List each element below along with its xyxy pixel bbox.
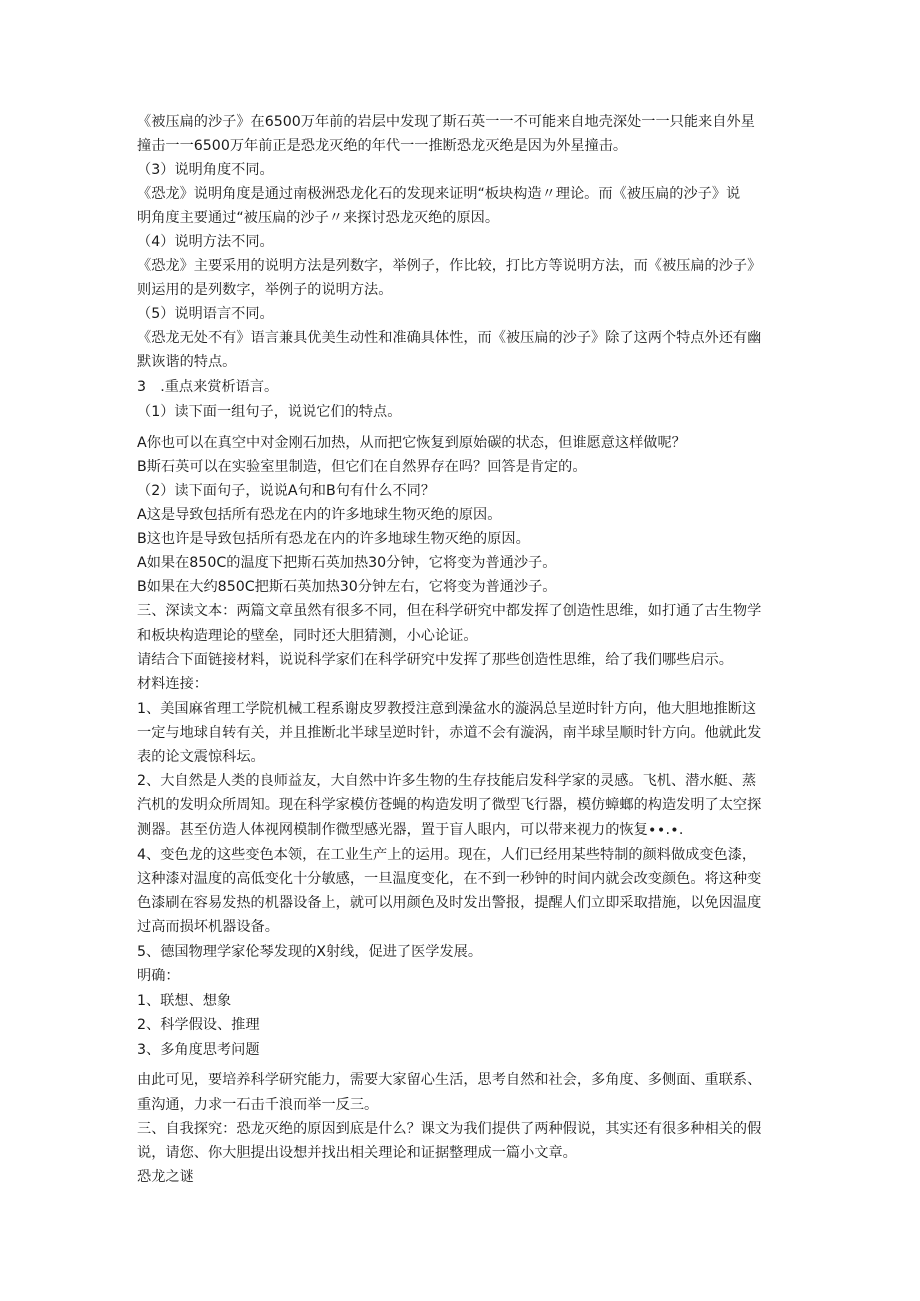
text-line: 4、变色龙的这些变色本领，在工业生产上的运用。现在，人们已经用某些特制的颜料做成变色漆， [137,847,757,863]
text-line: 《恐龙》主要采用的说明方法是列数字，举例子，作比较，打比方等说明方法，而《被压扁的沙子》 [137,258,762,274]
text-line: A这是导致包括所有恐龙在内的许多地球生物灭绝的原因。 [137,507,502,523]
text-line: B斯石英可以在实验室里制造，但它们在自然界存在吗？回答是肯定的。 [137,459,587,475]
text-line: 材料连接： [137,676,208,692]
text-line: （5）说明语言不同。 [137,306,274,322]
text-line: （2）读下面句子，说说A句和B句有什么不同？ [137,483,436,499]
text-line: 默诙谐的特点。 [137,354,237,370]
text-line: A你也可以在真空中对金刚石加热，从而把它恢复到原始碳的状态，但谁愿意这样做呢？ [137,435,686,451]
text-line: 重沟通，力求一石击千浪而举一反三。 [137,1097,379,1113]
text-line: B如果在大约850C把斯石英加热30分钟左右，它将变为普通沙子。 [137,579,557,595]
text-line: A如果在850C的温度下把斯石英加热30分钟，它将变为普通沙子。 [137,555,557,571]
text-line: 这种漆对温度的高低变化十分敏感，一旦温度变化，在不到一秒钟的时间内就会改变颜色。将这种变 [137,871,762,887]
text-line: 2、大自然是人类的良师益友，大自然中许多生物的生存技能启发科学家的灵感。飞机、潜水艇、蒸 [137,773,757,789]
text-line: 明确： [137,968,180,984]
text-line: 明角度主要通过“被压扁的沙子〃来探讨恐龙灭绝的原因。 [137,210,500,226]
text-line: 《恐龙无处不有》语言兼具优美生动性和准确具体性，而《被压扁的沙子》除了这两个特点外还有幽 [137,330,762,346]
text-line: 1、联想、想象 [137,993,232,1009]
text-line: 由此可见，要培养科学研究能力，需要大家留心生活，思考自然和社会，多角度、多侧面、重联系、 [137,1072,762,1088]
text-line: 色漆刷在容易发热的机器设备上，就可以用颜色及时发出警报，提醒人们立即采取措施，以免因温度 [137,895,762,911]
text-line: （4）说明方法不同。 [137,234,274,250]
text-line: 2、科学假设、推理 [137,1017,260,1033]
text-line: 三、深读文本：两篇文章虽然有很多不同，但在科学研究中都发挥了创造性思维，如打通了古生物学 [137,603,762,619]
text-line: B这也许是导致包括所有恐龙在内的许多地球生物灭绝的原因。 [137,531,530,547]
text-line: 3、多角度思考问题 [137,1042,260,1058]
text-line: 一定与地球自转有关，并且推断北半球呈逆时针，赤道不会有漩涡，南半球呈顺时针方向。他就此发 [137,725,762,741]
text-line: 撞击一一6500万年前正是恐龙灭绝的年代一一推断恐龙灭绝是因为外星撞击。 [137,138,628,154]
text-line: 和板块构造理论的壁垒，同时还大胆猜测，小心论证。 [137,628,478,644]
text-line: 《恐龙》说明角度是通过南极洲恐龙化石的发现来证明“板块构造〃理论。而《被压扁的沙子》说 [137,186,741,202]
text-line: 汽机的发明众所周知。现在科学家模仿苍蝇的构造发明了微型飞行器，模仿蟑螂的构造发明了太空探 [137,797,762,813]
text-line: 请结合下面链接材料，说说科学家们在科学研究中发挥了那些创造性思维，给了我们哪些启示。 [137,652,733,668]
text-line: 则运用的是列数字，举例子的说明方法。 [137,282,393,298]
text-line: 《被压扁的沙子》在6500万年前的岩层中发现了斯石英一一不可能来自地壳深处一一只能来自外星 [137,114,755,130]
text-line: 3 .重点来赏析语言。 [137,379,279,395]
text-line: 恐龙之谜 [137,1169,194,1185]
text-line: （1）读下面一组句子，说说它们的特点。 [137,404,402,420]
text-line: 测器。甚至仿造人体视网模制作微型感光器，置于盲人眼内，可以带来视力的恢复∙∙.∙. [137,822,684,838]
text-line: 三、自我探究：恐龙灭绝的原因到底是什么？课文为我们提供了两种假说，其实还有很多种相关的假 [137,1121,762,1137]
text-line: 过高而损坏机器设备。 [137,919,279,935]
text-line: 表的论文震惊科坛。 [137,749,265,765]
text-line: 1、美国麻省理工学院机械工程系谢皮罗教授注意到澡盆水的漩涡总呈逆时针方向，他大胆地推断这 [137,701,757,717]
text-line: 5、德国物理学家伦琴发现的X射线，促进了医学发展。 [137,944,483,960]
text-line: （3）说明角度不同。 [137,162,274,178]
text-line: 说，请您、你大胆提出设想并找出相关理论和证据整理成一篇小文章。 [137,1145,577,1161]
